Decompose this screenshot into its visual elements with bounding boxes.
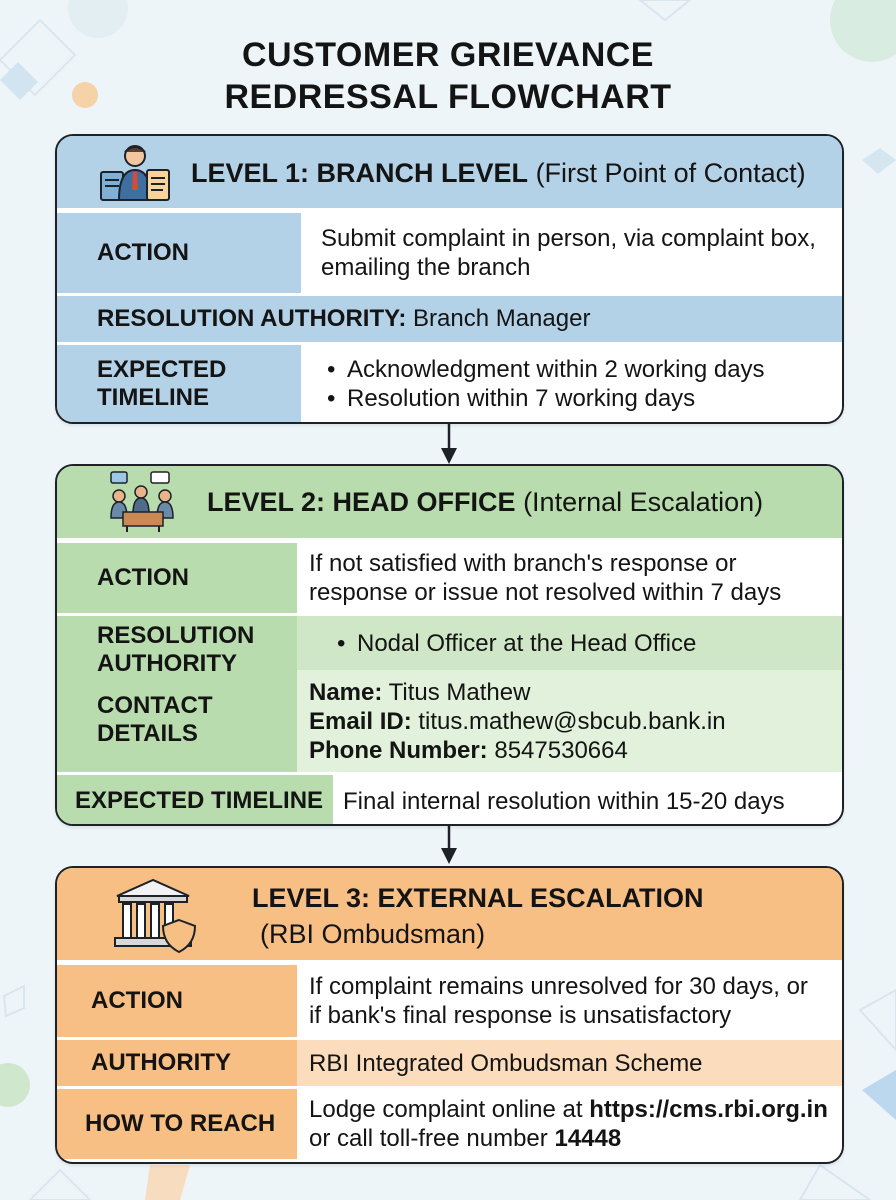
level-1-timeline-value — [301, 345, 842, 423]
level-2-subheading: (Internal Escalation) — [523, 487, 764, 517]
level-2-title — [207, 486, 763, 518]
level-3-action-value — [297, 965, 842, 1037]
level-3-title — [252, 880, 704, 952]
level-2-authority-contact-row — [57, 613, 842, 772]
contact-phone-value: 8547530664 — [494, 736, 628, 764]
level-3-reach-label: HOW TO REACH — [57, 1089, 297, 1159]
level-1-timeline-row — [57, 342, 842, 423]
level-1-heading: LEVEL 1: BRANCH LEVEL — [191, 158, 529, 188]
level-1-card — [55, 134, 844, 424]
reach-line-1 — [309, 1095, 842, 1124]
level-3-authority-label: AUTHORITY — [57, 1040, 297, 1086]
level-3-heading: LEVEL 3: EXTERNAL ESCALATION — [252, 883, 704, 913]
level-2-authority-value — [297, 616, 842, 670]
page-title — [0, 34, 896, 118]
level-2-card — [55, 464, 844, 826]
reach-line-2-prefix: or call toll-free number — [309, 1125, 548, 1152]
title-line-2: REDRESSAL FLOWCHART — [224, 78, 672, 116]
level-1-action-label: ACTION — [57, 213, 301, 293]
level-1-action-line-1: Submit complaint in person, via complaint box, — [321, 225, 816, 252]
contact-name-label: Name: — [309, 678, 383, 706]
level-1-action-row — [57, 210, 842, 293]
level-2-contact-label-line-1: CONTACT — [97, 692, 213, 719]
level-2-heading: LEVEL 2: HEAD OFFICE — [207, 487, 516, 517]
level-1-timeline-label-line-1: EXPECTED — [97, 356, 227, 383]
level-2-contact-label-line-2: DETAILS — [97, 720, 198, 747]
level-3-action-row — [57, 962, 842, 1037]
level-2-authority-label-line-2: AUTHORITY — [97, 650, 237, 677]
level-2-timeline-row — [57, 772, 842, 826]
level-2-header — [57, 466, 842, 540]
level-3-subheading: (RBI Ombudsman) — [260, 919, 486, 949]
level-2-authority-contact-labels — [57, 616, 297, 772]
level-1-action-line-2: emailing the branch — [321, 254, 531, 281]
level-3-reach-value — [297, 1089, 842, 1159]
arrow-down-icon — [440, 422, 458, 466]
level-2-action-value — [297, 543, 842, 613]
level-2-authority-label-line-1: RESOLUTION — [97, 622, 255, 649]
title-line-1: CUSTOMER GRIEVANCE — [241, 36, 654, 74]
toll-free-number: 14448 — [554, 1125, 622, 1152]
level-3-action-label: ACTION — [57, 965, 297, 1037]
contact-phone — [309, 736, 842, 765]
level-2-timeline-label: EXPECTED TIMELINE — [57, 775, 333, 826]
level-2-contact-value — [297, 670, 842, 772]
level-3-authority-value: RBI Integrated Ombudsman Scheme — [297, 1040, 842, 1086]
contact-email-value: titus.mathew@sbcub.bank.in — [418, 707, 726, 735]
level-1-title — [191, 157, 806, 189]
reach-line-1-prefix: Lodge complaint online at — [309, 1096, 583, 1123]
level-3-action-line-1: If complaint remains unresolved for 30 days, or — [309, 973, 808, 1000]
contact-email — [309, 707, 842, 736]
rbi-cms-link[interactable]: https://cms.rbi.org.in — [589, 1096, 828, 1123]
list-item: • Resolution within 7 working days — [321, 384, 842, 413]
level-1-subheading: (First Point of Contact) — [535, 158, 806, 188]
level-1-action-value — [301, 213, 842, 293]
contact-name-value: Titus Mathew — [388, 678, 531, 706]
level-1-timeline-label-line-2: TIMELINE — [97, 384, 209, 411]
level-3-header — [57, 868, 842, 962]
level-2-action-label: ACTION — [57, 543, 297, 613]
level-2-action-line-2: response or issue not resolved within 7 days — [309, 579, 782, 606]
level-3-reach-row — [57, 1086, 842, 1159]
level-2-action-row — [57, 540, 842, 613]
arrow-down-icon — [440, 824, 458, 868]
contact-name — [309, 678, 842, 707]
level-1-authority-label: RESOLUTION AUTHORITY: — [97, 305, 407, 332]
level-2-timeline-value: Final internal resolution within 15-20 days — [333, 775, 842, 826]
level-2-authority-contact-values — [297, 616, 842, 772]
level-1-header — [57, 136, 842, 210]
contact-email-label: Email ID: — [309, 707, 412, 735]
level-3-card — [55, 866, 844, 1164]
level-2-action-line-1: If not satisfied with branch's response or — [309, 550, 737, 577]
list-item: • Nodal Officer at the Head Office — [331, 629, 842, 658]
level-3-action-line-2: if bank's final response is unsatisfactory — [309, 1002, 732, 1029]
person-with-documents-icon — [97, 140, 173, 204]
meeting-people-icon — [103, 468, 183, 534]
level-1-authority-value: Branch Manager — [413, 305, 591, 332]
level-1-authority-row — [57, 293, 842, 342]
level-1-timeline-label — [57, 345, 301, 423]
level-3-authority-row — [57, 1037, 842, 1086]
bank-building-shield-icon — [109, 874, 205, 954]
reach-line-2 — [309, 1124, 842, 1153]
contact-phone-label: Phone Number: — [309, 736, 488, 764]
list-item: • Acknowledgment within 2 working days — [321, 355, 842, 384]
